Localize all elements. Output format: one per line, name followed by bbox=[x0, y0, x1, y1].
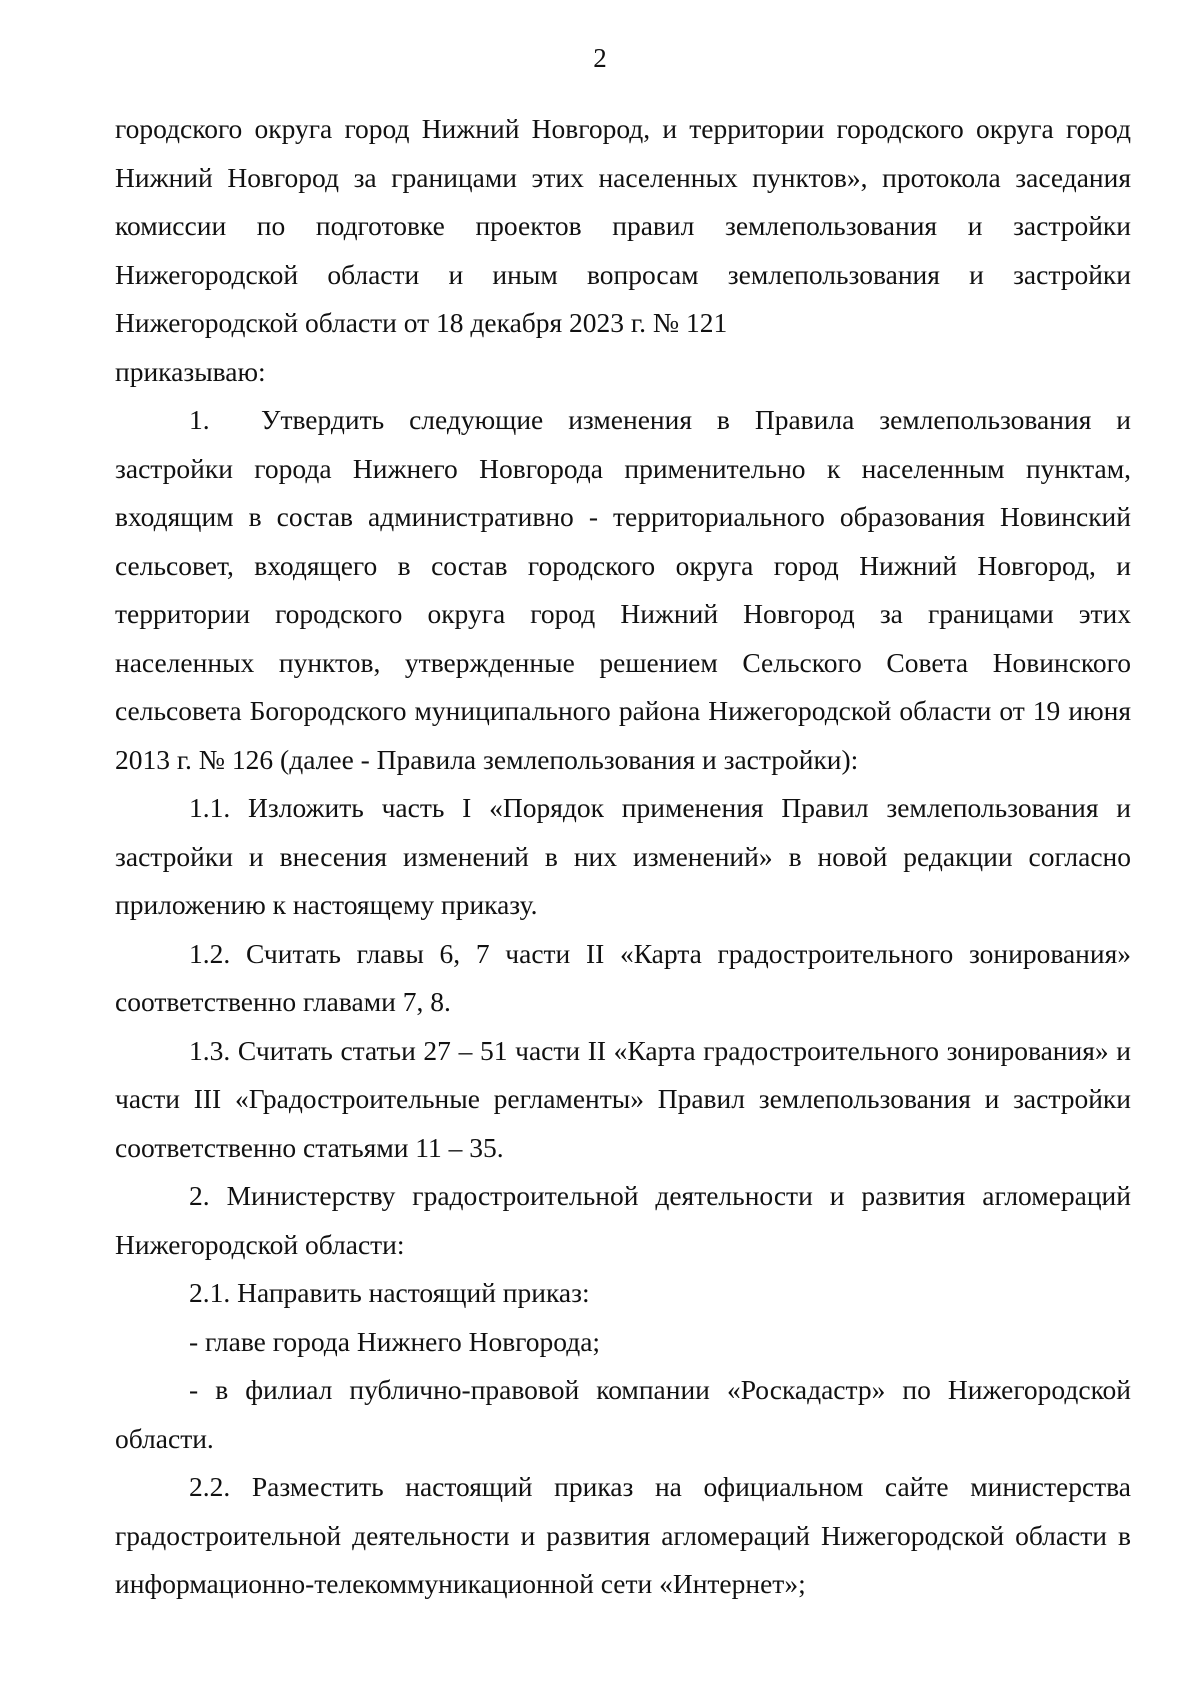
item-1-text: Утвердить следующие изменения в Правила землепользования и застройки города Нижнего Новгорода применительно к населенным пунктам, входящим в состав административно - территориального образования Новинский сельсовет, входящего в состав городского округа город Нижний Новгород, и территории городского округа город Нижний Новгород за границами этих населенных пунктов, утвержденные решением Сельского Совета Новинского сельсовета Богородского муниципального района Нижегородской области от 19 июня 2013 г. № 126 (далее - Правила землепользования и застройки): bbox=[115, 404, 1131, 775]
paragraph-item-1-3: 1.3. Считать статьи 27 – 51 части II «Карта градостроительного зонирования» и части III «Градостроительные регламенты» Правил землепользования и застройки соответственно статьями 11 – 35. bbox=[115, 1034, 1131, 1163]
item-1-number: 1. bbox=[189, 404, 210, 435]
paragraph-item-2-1-a: - главе города Нижнего Новгорода; bbox=[189, 1325, 601, 1357]
document-body bbox=[115, 105, 1131, 1609]
paragraph-item-1 bbox=[115, 396, 1131, 784]
paragraph-item-2-2: 2.2. Разместить настоящий приказ на официальном сайте министерства градостроительной деятельности и развития агломераций Нижегородской области в информационно-телекоммуникационной сети «Интернет»; bbox=[115, 1471, 1131, 1599]
paragraph-item-1-1: 1.1. Изложить часть I «Порядок применения Правил землепользования и застройки и внесения изменений в них изменений» в новой редакции согласно приложению к настоящему приказу. bbox=[115, 792, 1131, 920]
page-number: 2 bbox=[593, 43, 607, 73]
paragraph-decree: приказываю: bbox=[115, 355, 266, 387]
paragraph-item-2-1-b: - в филиал публично-правовой компании «Роскадастр» по Нижегородской области. bbox=[115, 1374, 1131, 1454]
paragraph-item-2: 2. Министерству градостроительной деятельности и развития агломераций Нижегородской области: bbox=[115, 1180, 1131, 1260]
paragraph-intro: городского округа город Нижний Новгород, и территории городского округа город Нижний Новгород за границами этих населенных пунктов», протокола заседания комиссии по подготовке проектов правил землепользования и застройки Нижегородской области и иным вопросам землепользования и застройки Нижегородской области от 18 декабря 2023 г. № 121 bbox=[115, 113, 1131, 338]
paragraph-item-2-1: 2.1. Направить настоящий приказ: bbox=[189, 1277, 590, 1308]
paragraph-item-1-2: 1.2. Считать главы 6, 7 части II «Карта градостроительного зонирования» соответственно главами 7, 8. bbox=[115, 937, 1131, 1017]
